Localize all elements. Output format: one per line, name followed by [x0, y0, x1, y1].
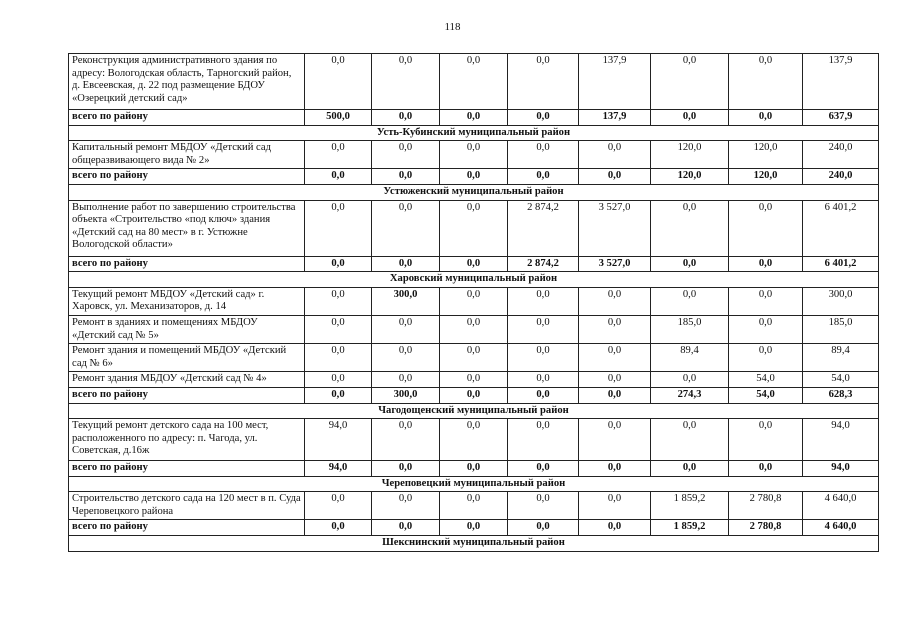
- value-cell: 0,0: [440, 461, 508, 477]
- value-cell: 0,0: [305, 315, 372, 343]
- funding-table: [68, 53, 879, 552]
- value-cell: 0,0: [579, 344, 651, 372]
- table-row: [69, 344, 879, 372]
- value-cell: 300,0: [372, 387, 440, 403]
- value-cell: 240,0: [803, 141, 879, 169]
- value-cell: 0,0: [440, 110, 508, 126]
- value-cell: 54,0: [803, 372, 879, 388]
- value-cell: 120,0: [651, 141, 729, 169]
- value-cell: 0,0: [729, 200, 803, 256]
- table-row: [69, 315, 879, 343]
- total-label: всего по району: [69, 110, 305, 126]
- value-cell: 89,4: [803, 344, 879, 372]
- value-cell: 0,0: [372, 141, 440, 169]
- district-total-row: [69, 461, 879, 477]
- district-total-row: [69, 169, 879, 185]
- value-cell: 4 640,0: [803, 492, 879, 520]
- value-cell: 120,0: [651, 169, 729, 185]
- value-cell: 0,0: [440, 419, 508, 461]
- value-cell: 0,0: [651, 287, 729, 315]
- value-cell: 0,0: [372, 520, 440, 536]
- item-description: Выполнение работ по завершению строительства объекта «Строительство «под ключ» здания «Детский сад на 80 мест» в г. Устюжне Вологодской области»: [69, 200, 305, 256]
- value-cell: 6 401,2: [803, 256, 879, 272]
- value-cell: 0,0: [579, 387, 651, 403]
- total-label: всего по району: [69, 169, 305, 185]
- value-cell: 0,0: [508, 344, 579, 372]
- value-cell: 0,0: [651, 200, 729, 256]
- district-header-row: [69, 476, 879, 492]
- value-cell: 0,0: [440, 54, 508, 110]
- value-cell: 0,0: [305, 492, 372, 520]
- value-cell: 0,0: [651, 110, 729, 126]
- value-cell: 137,9: [803, 54, 879, 110]
- value-cell: 0,0: [729, 344, 803, 372]
- item-description: Ремонт в зданиях и помещениях МБДОУ «Детский сад № 5»: [69, 315, 305, 343]
- value-cell: 0,0: [579, 461, 651, 477]
- item-description: Строительство детского сада на 120 мест в п. Суда Череповецкого района: [69, 492, 305, 520]
- value-cell: 0,0: [372, 461, 440, 477]
- value-cell: 0,0: [372, 344, 440, 372]
- value-cell: 300,0: [372, 287, 440, 315]
- value-cell: 0,0: [508, 110, 579, 126]
- value-cell: 0,0: [508, 287, 579, 315]
- total-label: всего по району: [69, 461, 305, 477]
- value-cell: 120,0: [729, 169, 803, 185]
- value-cell: 6 401,2: [803, 200, 879, 256]
- value-cell: 94,0: [305, 461, 372, 477]
- value-cell: 0,0: [440, 492, 508, 520]
- value-cell: 0,0: [508, 520, 579, 536]
- item-description: Капитальный ремонт МБДОУ «Детский сад общеразвивающего вида № 2»: [69, 141, 305, 169]
- value-cell: 0,0: [440, 200, 508, 256]
- value-cell: 0,0: [440, 315, 508, 343]
- value-cell: 0,0: [440, 520, 508, 536]
- value-cell: 0,0: [372, 54, 440, 110]
- item-description: Ремонт здания МБДОУ «Детский сад № 4»: [69, 372, 305, 388]
- value-cell: 0,0: [305, 169, 372, 185]
- value-cell: 0,0: [508, 315, 579, 343]
- item-description: Текущий ремонт МБДОУ «Детский сад» г. Харовск, ул. Механизаторов, д. 14: [69, 287, 305, 315]
- value-cell: 0,0: [508, 461, 579, 477]
- page-number: 118: [444, 21, 461, 33]
- district-total-row: [69, 387, 879, 403]
- total-label: всего по району: [69, 387, 305, 403]
- value-cell: 0,0: [508, 54, 579, 110]
- value-cell: 500,0: [305, 110, 372, 126]
- district-header-row: [69, 184, 879, 200]
- value-cell: 54,0: [729, 372, 803, 388]
- value-cell: 2 874,2: [508, 200, 579, 256]
- item-description: Ремонт здания и помещений МБДОУ «Детский сад № 6»: [69, 344, 305, 372]
- value-cell: 0,0: [372, 110, 440, 126]
- value-cell: 240,0: [803, 169, 879, 185]
- district-name: Череповецкий муниципальный район: [69, 476, 879, 492]
- table-row: [69, 372, 879, 388]
- value-cell: 0,0: [372, 315, 440, 343]
- value-cell: 300,0: [803, 287, 879, 315]
- district-total-row: [69, 110, 879, 126]
- value-cell: 94,0: [305, 419, 372, 461]
- value-cell: 0,0: [508, 387, 579, 403]
- value-cell: 0,0: [579, 287, 651, 315]
- value-cell: 0,0: [508, 169, 579, 185]
- value-cell: 89,4: [651, 344, 729, 372]
- value-cell: 0,0: [651, 461, 729, 477]
- value-cell: 274,3: [651, 387, 729, 403]
- table-row: [69, 492, 879, 520]
- district-header-row: [69, 403, 879, 419]
- value-cell: 94,0: [803, 419, 879, 461]
- value-cell: 94,0: [803, 461, 879, 477]
- table-row: [69, 419, 879, 461]
- district-name: Шекснинский муниципальный район: [69, 536, 879, 552]
- value-cell: 0,0: [729, 419, 803, 461]
- table-row: [69, 54, 879, 110]
- value-cell: 1 859,2: [651, 520, 729, 536]
- value-cell: 0,0: [729, 54, 803, 110]
- value-cell: 0,0: [305, 372, 372, 388]
- district-name: Харовский муниципальный район: [69, 272, 879, 288]
- value-cell: 0,0: [729, 287, 803, 315]
- district-name: Чагодощенский муниципальный район: [69, 403, 879, 419]
- district-name: Устюженский муниципальный район: [69, 184, 879, 200]
- value-cell: 0,0: [305, 256, 372, 272]
- value-cell: 120,0: [729, 141, 803, 169]
- value-cell: 0,0: [440, 169, 508, 185]
- value-cell: 2 780,8: [729, 492, 803, 520]
- value-cell: 0,0: [440, 372, 508, 388]
- value-cell: 0,0: [508, 141, 579, 169]
- value-cell: 54,0: [729, 387, 803, 403]
- value-cell: 3 527,0: [579, 200, 651, 256]
- value-cell: 2 874,2: [508, 256, 579, 272]
- value-cell: 137,9: [579, 54, 651, 110]
- value-cell: 0,0: [305, 520, 372, 536]
- value-cell: 0,0: [579, 372, 651, 388]
- value-cell: 0,0: [440, 387, 508, 403]
- value-cell: 185,0: [803, 315, 879, 343]
- value-cell: 0,0: [305, 200, 372, 256]
- value-cell: 0,0: [651, 256, 729, 272]
- value-cell: 0,0: [579, 315, 651, 343]
- district-header-row: [69, 272, 879, 288]
- district-header-row: [69, 125, 879, 141]
- value-cell: 0,0: [729, 315, 803, 343]
- item-description: Реконструкция административного здания по адресу: Вологодская область, Тарногский район, д. Евсеевская, д. 22 под размещение БДОУ «Озерецкий детский сад»: [69, 54, 305, 110]
- value-cell: 0,0: [440, 344, 508, 372]
- value-cell: 0,0: [651, 54, 729, 110]
- value-cell: 0,0: [440, 141, 508, 169]
- table-row: [69, 200, 879, 256]
- item-description: Текущий ремонт детского сада на 100 мест, расположенного по адресу: п. Чагода, ул. Советская, д.16ж: [69, 419, 305, 461]
- value-cell: 0,0: [579, 492, 651, 520]
- value-cell: 0,0: [440, 287, 508, 315]
- district-total-row: [69, 520, 879, 536]
- value-cell: 0,0: [729, 256, 803, 272]
- value-cell: 0,0: [651, 372, 729, 388]
- value-cell: 0,0: [729, 461, 803, 477]
- value-cell: 137,9: [579, 110, 651, 126]
- total-label: всего по району: [69, 520, 305, 536]
- value-cell: 0,0: [729, 110, 803, 126]
- district-total-row: [69, 256, 879, 272]
- table-row: [69, 141, 879, 169]
- value-cell: 0,0: [508, 419, 579, 461]
- value-cell: 4 640,0: [803, 520, 879, 536]
- value-cell: 0,0: [579, 520, 651, 536]
- value-cell: 2 780,8: [729, 520, 803, 536]
- value-cell: 628,3: [803, 387, 879, 403]
- value-cell: 0,0: [579, 419, 651, 461]
- value-cell: 0,0: [305, 344, 372, 372]
- value-cell: 0,0: [305, 141, 372, 169]
- value-cell: 185,0: [651, 315, 729, 343]
- value-cell: 0,0: [440, 256, 508, 272]
- value-cell: 0,0: [372, 200, 440, 256]
- value-cell: 0,0: [305, 287, 372, 315]
- value-cell: 0,0: [508, 492, 579, 520]
- value-cell: 0,0: [372, 169, 440, 185]
- value-cell: 0,0: [651, 419, 729, 461]
- value-cell: 0,0: [372, 419, 440, 461]
- value-cell: 0,0: [508, 372, 579, 388]
- value-cell: 3 527,0: [579, 256, 651, 272]
- total-label: всего по району: [69, 256, 305, 272]
- value-cell: 0,0: [372, 256, 440, 272]
- value-cell: 1 859,2: [651, 492, 729, 520]
- district-name: Усть-Кубинский муниципальный район: [69, 125, 879, 141]
- value-cell: 0,0: [579, 141, 651, 169]
- value-cell: 0,0: [579, 169, 651, 185]
- value-cell: 637,9: [803, 110, 879, 126]
- value-cell: 0,0: [305, 387, 372, 403]
- value-cell: 0,0: [305, 54, 372, 110]
- value-cell: 0,0: [372, 492, 440, 520]
- district-header-row: [69, 536, 879, 552]
- table-row: [69, 287, 879, 315]
- value-cell: 0,0: [372, 372, 440, 388]
